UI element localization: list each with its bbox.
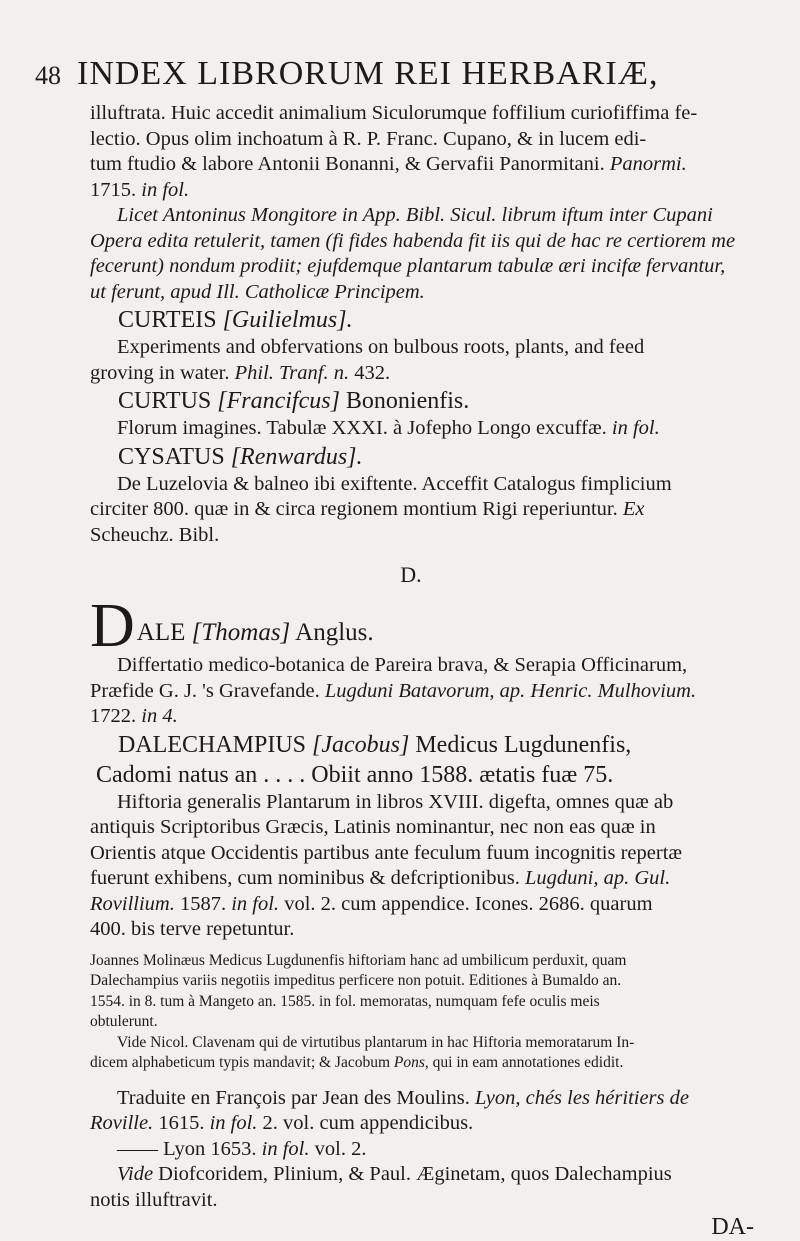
journal: Phil. Tranf. n. bbox=[234, 361, 350, 384]
entry-dale bbox=[90, 592, 762, 730]
imprint: Lugduni Batavorum, ap. Henric. Mulhovium. bbox=[324, 679, 697, 702]
text-line bbox=[90, 679, 762, 705]
text-span: groving in water. bbox=[90, 361, 235, 384]
text-span: 1715. bbox=[90, 178, 142, 201]
text-line bbox=[90, 1137, 762, 1163]
spacer bbox=[90, 1074, 762, 1086]
author-given-name: [Renwardus]. bbox=[230, 443, 363, 470]
text-line bbox=[90, 178, 762, 204]
text-line bbox=[90, 1086, 762, 1112]
page-header bbox=[35, 55, 765, 93]
text-line: notis illuftravit. bbox=[90, 1188, 218, 1211]
text-line bbox=[90, 416, 762, 442]
author-origin: Anglus. bbox=[290, 619, 374, 646]
source-ref: Ex bbox=[622, 498, 645, 520]
text-span: Traduite en François par Jean des Moulins. bbox=[117, 1086, 475, 1109]
text-line: antiquis Scriptoribus Græcis, Latinis nominantur, nec non eas quæ in bbox=[90, 816, 656, 838]
entry-heading bbox=[90, 730, 762, 760]
text-line: Hiftoria generalis Plantarum in libros XVIII. digefta, omnes quæ ab bbox=[117, 790, 674, 813]
text-line bbox=[90, 497, 762, 523]
imprint: Lugduni, ap. Gul. bbox=[524, 867, 671, 889]
imprint: Roville. bbox=[90, 1112, 154, 1134]
text-line bbox=[90, 1111, 762, 1137]
section-letter: D. bbox=[400, 562, 422, 587]
author-name: DALECHAMPIUS bbox=[118, 731, 313, 758]
format: in fol. bbox=[611, 417, 660, 439]
note-text: ut ferunt, apud Ill. Catholicæ Principem. bbox=[90, 280, 425, 303]
entry-heading bbox=[90, 386, 762, 416]
text-span: 1615. bbox=[153, 1112, 210, 1134]
text-line bbox=[90, 866, 762, 892]
text-line: illuftrata. Huic accedit animalium Siculorumque foffilium curiofiffima fe- bbox=[90, 102, 698, 124]
text-span: vol. 2. bbox=[309, 1137, 367, 1160]
entry-cysatus bbox=[90, 442, 762, 549]
text-span: , qui in eam annotationes edidit. bbox=[424, 1054, 624, 1071]
author-name: CURTUS bbox=[118, 388, 218, 414]
text-span: Præfide G. J. 's Gravefande. bbox=[90, 679, 325, 702]
author-name: CYSATUS bbox=[118, 443, 231, 470]
note-line bbox=[90, 229, 762, 255]
author-origin: Medicus Lugdunenfis, bbox=[409, 731, 632, 758]
note-line bbox=[90, 254, 762, 280]
note-text: fecerunt) nondum prodiit; ejufdemque plantarum tabulæ æri incifæ fervantur, bbox=[90, 255, 726, 277]
text-span: fuerunt exhibens, cum nominibus & defcriptionibus. bbox=[90, 867, 525, 889]
text-line: 400. bis terve repetuntur. bbox=[90, 918, 295, 940]
cross-ref: Vide bbox=[117, 1163, 154, 1185]
note-line: Vide Nicol. Clavenam qui de virtutibus plantarum in hac Hiftoria memoratarum In- bbox=[117, 1033, 635, 1051]
text-line: Scheuchz. Bibl. bbox=[90, 523, 220, 546]
note-line bbox=[90, 1053, 762, 1074]
note-line: Dalechampius variis negotiis impeditus perficere non potuit. Editiones à Bumaldo an. bbox=[90, 972, 622, 989]
text-span: 1722. bbox=[90, 705, 142, 727]
text-span: Florum imagines. Tabulæ XXXI. à Jofepho Longo excuffæ. bbox=[117, 417, 612, 439]
text-line: Differtatio medico-botanica de Pareira brava, & Serapia Officinarum, bbox=[117, 654, 688, 676]
note-line bbox=[90, 203, 762, 229]
text-line bbox=[90, 704, 762, 730]
page-number: 48 bbox=[35, 61, 61, 90]
text-span: 1587. bbox=[174, 892, 232, 915]
drop-cap: D bbox=[90, 592, 135, 660]
text-span: dicem alphabeticum typis mandavit; & Jacobum bbox=[90, 1054, 394, 1071]
text-line: Orientis atque Occidentis partibus ante feculum fuum incognitis repertæ bbox=[90, 841, 683, 864]
author-given-name: [Jacobus] bbox=[312, 731, 410, 758]
running-head: INDEX LIBRORUM REI HERBARIÆ, bbox=[77, 55, 659, 92]
text-span: 432. bbox=[349, 361, 391, 384]
note-text: Licet Antoninus Mongitore in App. Bibl. Sicul. librum iftum inter Cupani bbox=[117, 204, 713, 226]
author-given-name: [Guilielmus]. bbox=[222, 307, 353, 333]
text-span: Diofcoridem, Plinium, & Paul. Æginetam, quos Dalechampius bbox=[153, 1163, 672, 1185]
format: in fol. bbox=[141, 178, 190, 201]
entry-curteis bbox=[90, 305, 762, 386]
entry-heading bbox=[90, 592, 762, 660]
text-span: circiter 800. quæ in & circa regionem montium Rigi reperiuntur. bbox=[90, 498, 623, 520]
author-given-name: [Thomas] bbox=[191, 619, 291, 646]
entry-curtus bbox=[90, 386, 762, 442]
text-line bbox=[90, 892, 762, 918]
entry-cupani bbox=[90, 101, 762, 305]
text-line bbox=[90, 1162, 762, 1188]
text-span: tum ftudio & labore Antonii Bonanni, & Gervafii Panormitani. bbox=[90, 153, 610, 175]
spacer bbox=[90, 943, 762, 951]
author-name: ALE bbox=[136, 619, 192, 646]
text-span: —— Lyon 1653. bbox=[117, 1137, 262, 1160]
imprint: Lyon, chés les héritiers de bbox=[474, 1086, 689, 1109]
note-line: obtulerunt. bbox=[90, 1013, 158, 1030]
note-line bbox=[90, 280, 762, 306]
imprint-place: Panormi. bbox=[609, 153, 687, 175]
text-line: lectio. Opus olim inchoatum à R. P. Franc. Cupano, & in lucem edi- bbox=[90, 127, 647, 150]
catchword: DA- bbox=[711, 1214, 754, 1240]
note-line: 1554. in 8. tum à Mangeto an. 1585. in fol. memoratas, numquam fefe oculis meis bbox=[90, 992, 600, 1010]
text-line bbox=[90, 152, 762, 178]
entry-heading bbox=[90, 305, 762, 335]
text-span: vol. 2. cum appendice. Icones. 2686. quarum bbox=[279, 892, 653, 915]
author-name: CURTEIS bbox=[118, 307, 223, 333]
text-span: 2. vol. cum appendicibus. bbox=[257, 1112, 474, 1134]
text-line: De Luzelovia & balneo ibi exiftente. Acceffit Catalogus fimplicium bbox=[117, 472, 672, 495]
entry-dalechampius bbox=[90, 730, 762, 1214]
page-body bbox=[90, 101, 762, 1241]
text-line bbox=[90, 361, 762, 387]
author-given-name: [Francifcus] bbox=[217, 388, 340, 414]
text-line: Cadomi natus an . . . . Obiit anno 1588. ætatis fuæ 75. bbox=[96, 761, 614, 788]
text-line: Experiments and obfervations on bulbous roots, plants, and feed bbox=[117, 336, 645, 358]
note-line: Joannes Molinæus Medicus Lugdunenfis hiftoriam hanc ad umbilicum perduxit, quam bbox=[90, 951, 627, 969]
note-text: Opera edita retulerit, tamen (fi fides habenda fit iis qui de hac re certiorem me bbox=[90, 229, 736, 252]
entry-heading bbox=[90, 442, 762, 472]
format: in fol. bbox=[231, 892, 280, 915]
format: in fol. bbox=[261, 1137, 310, 1160]
format: in 4. bbox=[141, 705, 178, 727]
person-name: Pons bbox=[393, 1054, 425, 1071]
format: in fol. bbox=[209, 1112, 258, 1134]
author-origin: Bononienfis. bbox=[339, 388, 470, 414]
imprint: Rovillium. bbox=[90, 892, 175, 915]
